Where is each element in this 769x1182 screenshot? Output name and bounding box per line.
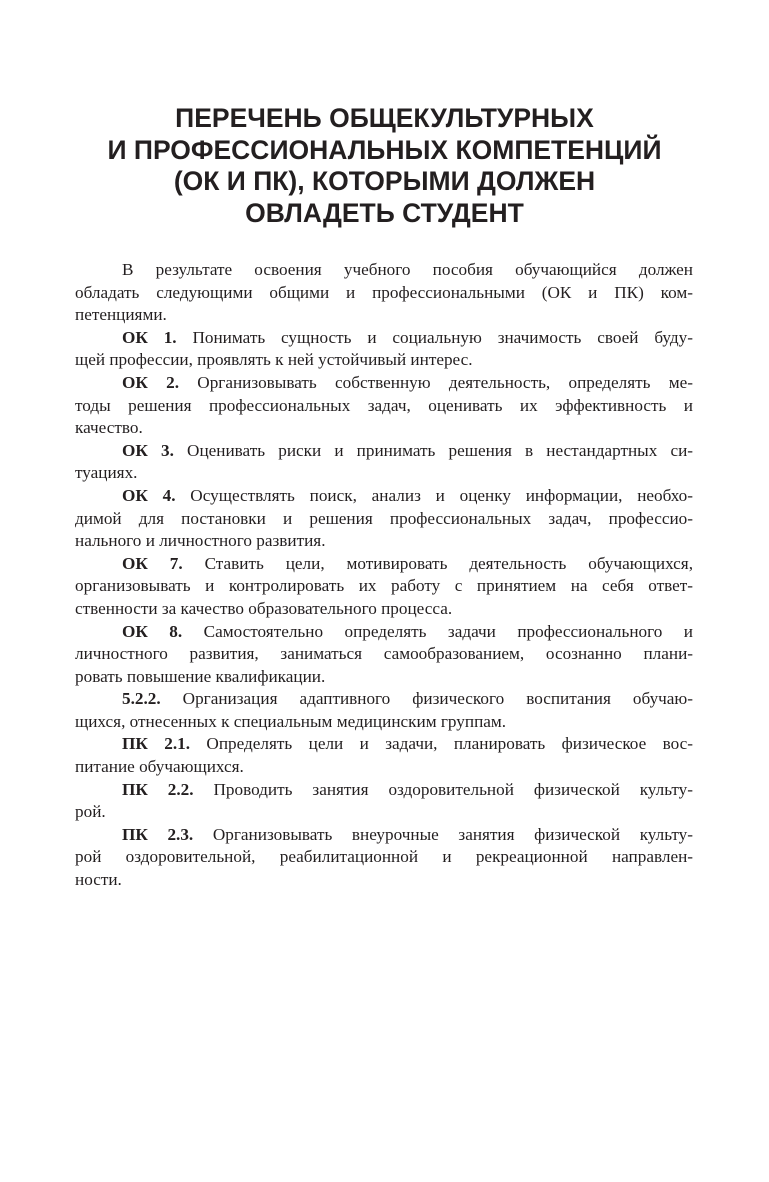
competency-text: Понимать сущность и социальную значимость своей буду- (192, 327, 693, 347)
text-line: ровать повышение квалификации. (75, 666, 326, 686)
paragraph-ok-7 (75, 553, 693, 621)
text-line: качество. (75, 418, 143, 438)
text-line: димой для постановки и решения профессиональных задач, профессио- (75, 508, 693, 528)
paragraph-ok-2 (75, 372, 693, 440)
competency-code: ОК 7. (122, 553, 183, 573)
paragraph-ok-3 (75, 440, 693, 485)
text-line: нального и личностного развития. (75, 531, 326, 551)
text-line (75, 621, 693, 644)
paragraph-pk-2-2 (75, 779, 693, 824)
text-line: обладать следующими общими и профессиональными (ОК и ПК) ком- (75, 282, 693, 302)
competency-code: ОК 2. (122, 372, 180, 392)
text-line: рой оздоровительной, реабилитационной и рекреационной направлен- (75, 847, 693, 867)
text-line: туациях. (75, 463, 138, 483)
paragraph-intro (75, 259, 693, 327)
text-line (75, 485, 693, 508)
paragraph-ok-1 (75, 327, 693, 372)
text-line (75, 440, 693, 463)
competency-text: Определять цели и задачи, планировать физическое вос- (206, 734, 693, 754)
competency-code: ОК 8. (122, 621, 183, 641)
text-line: ности. (75, 870, 122, 890)
competency-code: ОК 3. (122, 440, 174, 460)
paragraph-pk-2-1 (75, 733, 693, 778)
title-line: ОВЛАДЕТЬ СТУДЕНТ (245, 197, 524, 228)
text-line: ственности за качество образовательного процесса. (75, 598, 453, 618)
text-line: питание обучающихся. (75, 757, 244, 777)
title-line: И ПРОФЕССИОНАЛЬНЫХ КОМПЕТЕНЦИЙ (107, 134, 662, 165)
text-line: тоды решения профессиональных задач, оценивать их эффективность и (75, 395, 693, 415)
text-line (75, 733, 693, 756)
section-code: 5.2.2. (122, 689, 161, 709)
text-line: В результате освоения учебного пособия обучающийся должен (122, 260, 693, 279)
title-line: (ОК И ПК), КОТОРЫМИ ДОЛЖЕН (173, 166, 596, 196)
competency-code: ОК 1. (122, 327, 177, 347)
text-line: петенциями. (75, 305, 167, 325)
competency-text: Организовывать собственную деятельность, определять ме- (197, 372, 693, 392)
competency-text: Ставить цели, мотивировать деятельность обучающихся, (204, 553, 693, 573)
section-text: Организация адаптивного физического воспитания обучаю- (182, 689, 693, 709)
competency-text: Осуществлять поиск, анализ и оценку информации, необхо- (190, 485, 693, 505)
text-line (75, 688, 693, 711)
text-line: организовывать и контролировать их работу с принятием на себя ответ- (75, 576, 693, 596)
page-title (60, 103, 709, 229)
competency-code: ПК 2.1. (122, 734, 191, 754)
text-line (75, 779, 693, 802)
text-line (75, 372, 693, 395)
document-body (75, 259, 693, 892)
text-line: щей профессии, проявлять к ней устойчивый интерес. (75, 350, 473, 370)
title-line: ПЕРЕЧЕНЬ ОБЩЕКУЛЬТУРНЫХ (175, 103, 594, 133)
text-line (75, 824, 693, 847)
competency-code: ПК 2.2. (122, 779, 194, 799)
competency-code: ПК 2.3. (122, 824, 194, 844)
text-line (75, 553, 693, 576)
paragraph-pk-2-3 (75, 824, 693, 892)
text-line: щихся, отнесенных к специальным медицинским группам. (75, 711, 507, 731)
text-line: личностного развития, заниматься самообразованием, осознанно плани- (75, 644, 693, 664)
paragraph-5-2-2 (75, 688, 693, 733)
paragraph-ok-4 (75, 485, 693, 553)
text-line: рой. (75, 802, 106, 822)
competency-text: Организовывать внеурочные занятия физической культу- (212, 824, 693, 844)
competency-text: Проводить занятия оздоровительной физической культу- (213, 779, 693, 799)
competency-text: Самостоятельно определять задачи профессионального и (203, 621, 693, 641)
competency-text: Оценивать риски и принимать решения в нестандартных си- (187, 440, 693, 460)
text-line (75, 327, 693, 350)
competency-code: ОК 4. (122, 485, 176, 505)
paragraph-ok-8 (75, 621, 693, 689)
